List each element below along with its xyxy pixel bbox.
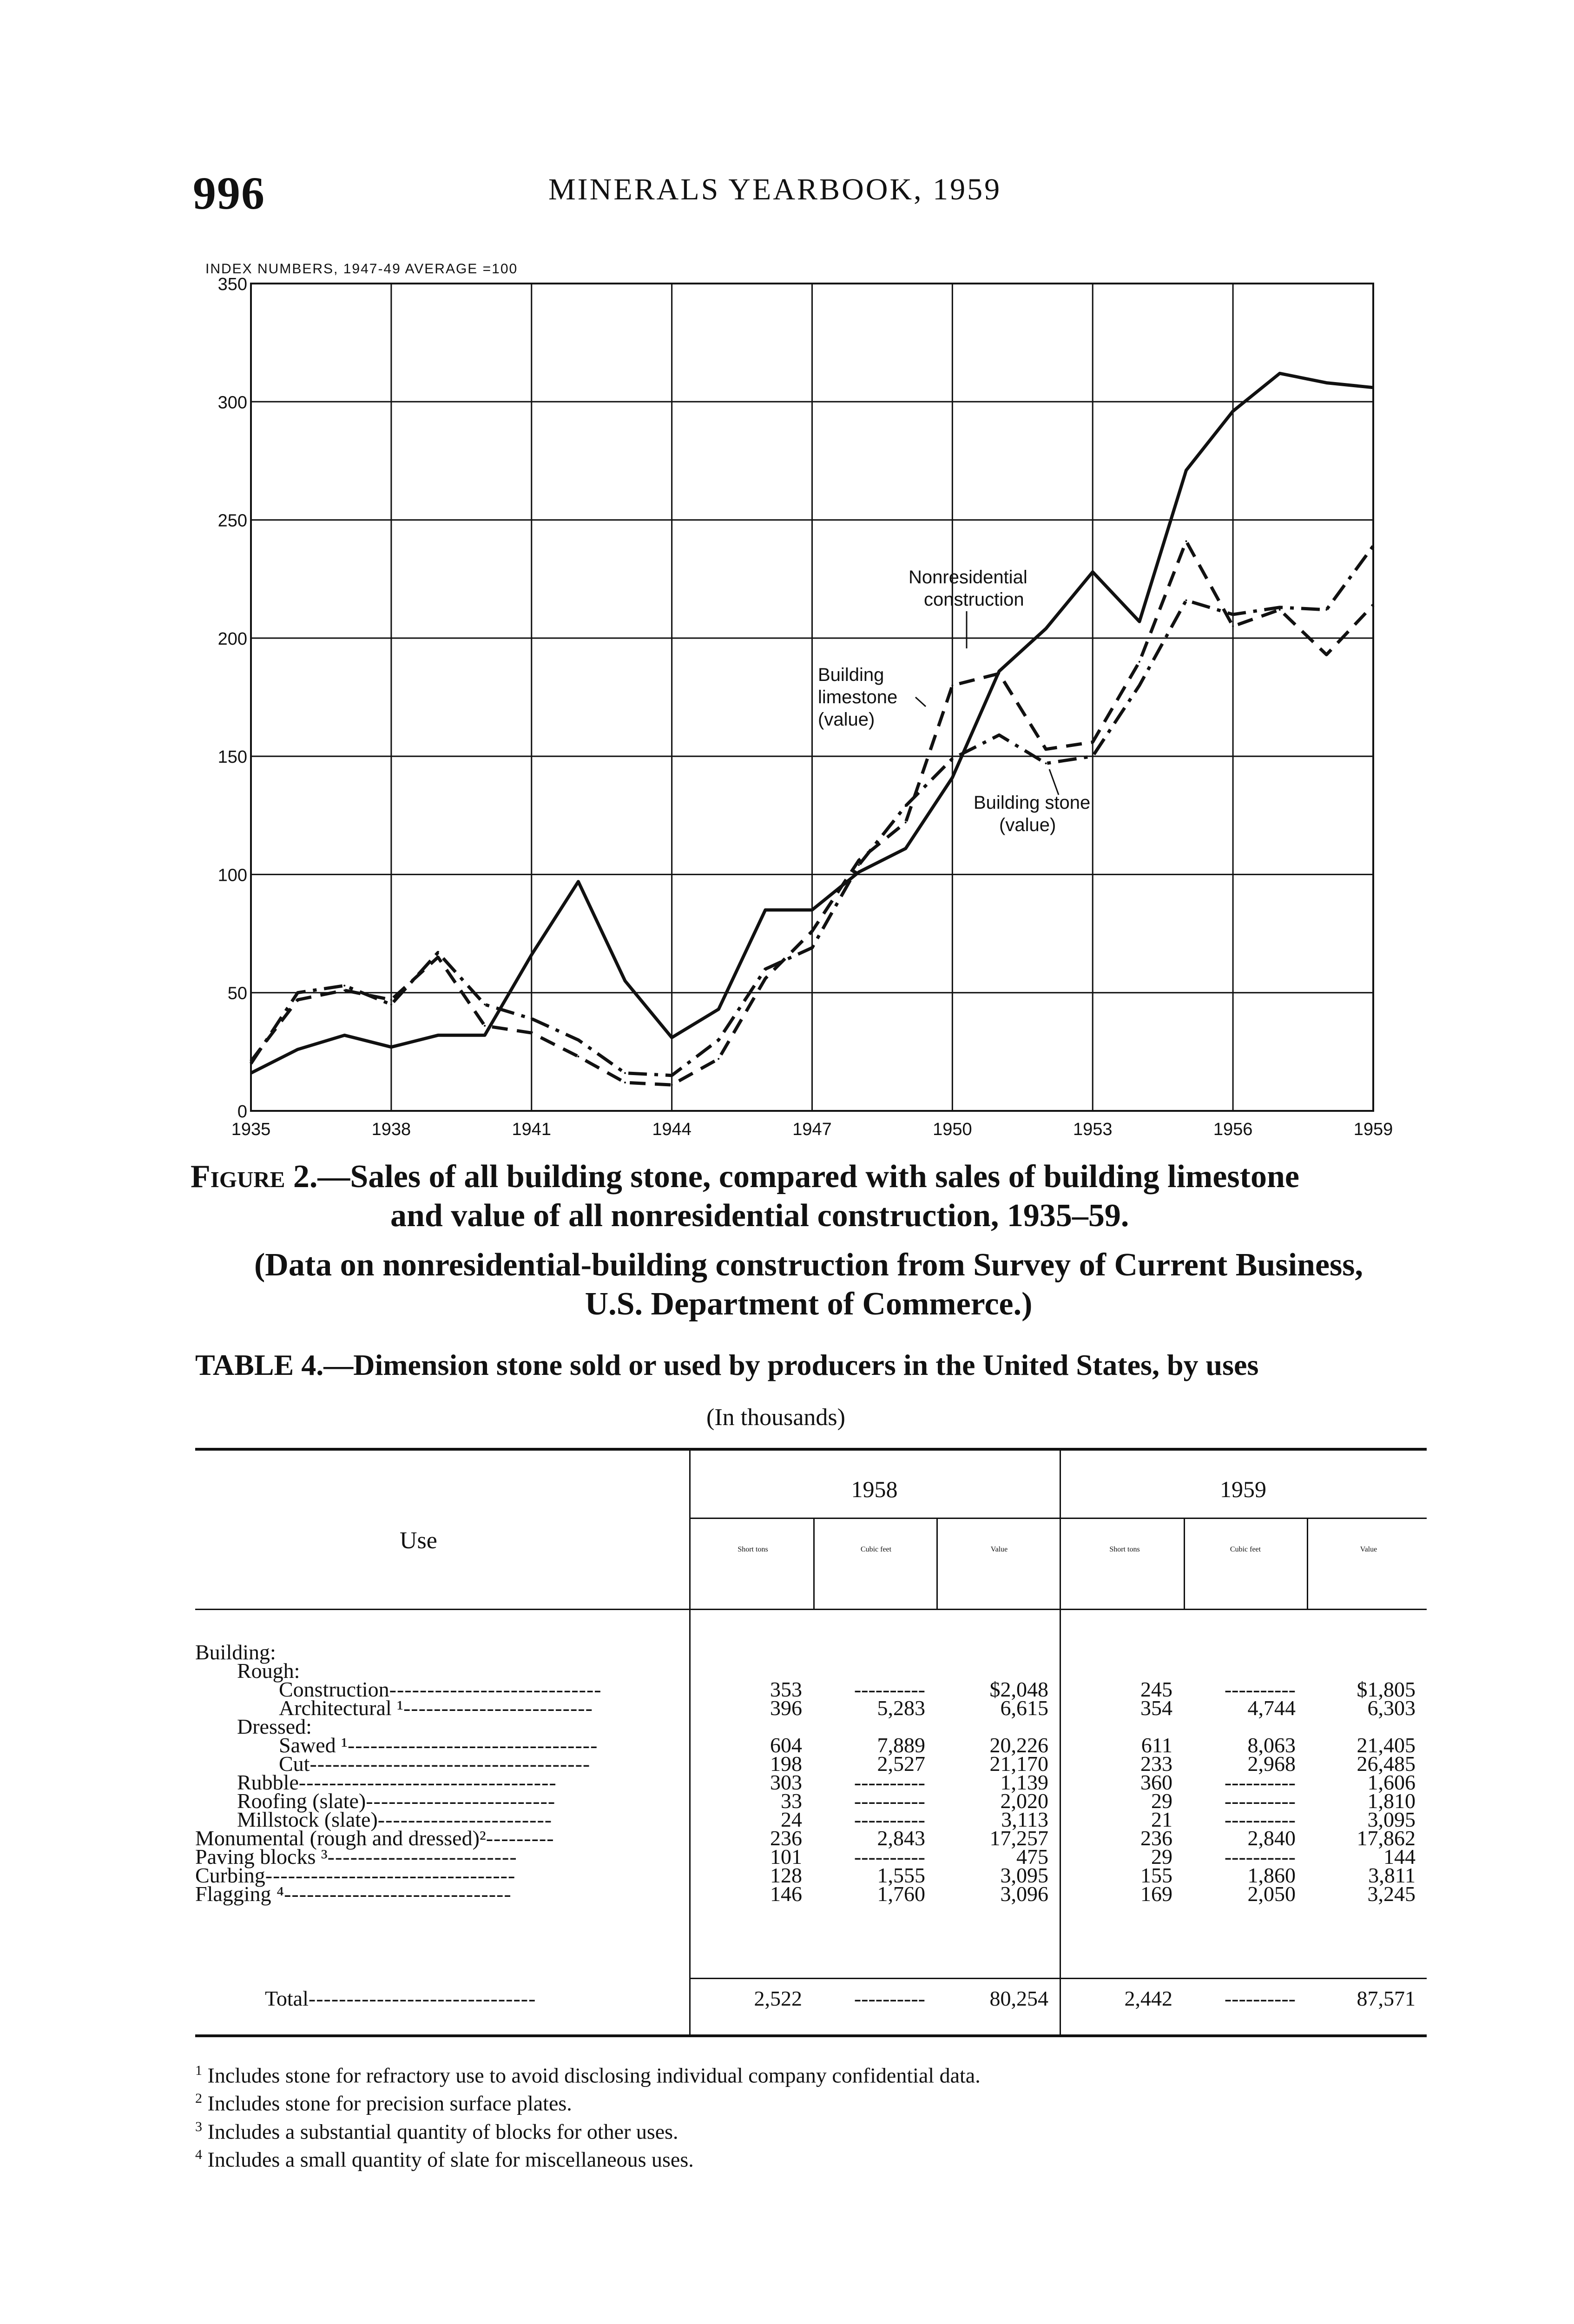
table-cell: ---------- <box>1224 1845 1296 1868</box>
table-total <box>195 1989 1427 2008</box>
table-cell: 6,303 <box>1367 1696 1416 1720</box>
table-cell: 5,283 <box>877 1696 925 1720</box>
label-nonres-line2: construction <box>924 589 1024 610</box>
total-label: Total <box>265 1987 309 2010</box>
col-header-short-tons-1958: Short tons <box>738 1545 768 1553</box>
series-point <box>1045 628 1047 630</box>
series-labels <box>818 567 1090 835</box>
series-point <box>998 670 1000 672</box>
table-cell: 21,170 <box>989 1752 1048 1776</box>
row-label: Millstock (slate) <box>237 1808 378 1831</box>
series-point <box>905 805 907 807</box>
series-point <box>905 847 907 849</box>
table-cell: 1,139 <box>1000 1770 1048 1794</box>
table-cell: 236 <box>1140 1826 1172 1850</box>
header-divider <box>936 1518 938 1609</box>
table-cell <box>689 1643 813 1662</box>
chart-grid <box>251 284 1373 1111</box>
series-point <box>1185 540 1187 542</box>
leader-dots: --------------------------------- <box>265 1863 516 1887</box>
y-tick-label: 0 <box>237 1102 247 1122</box>
series-point <box>531 954 533 956</box>
y-tick-label: 100 <box>217 865 247 885</box>
table-cell: 3,096 <box>1000 1882 1048 1906</box>
header-divider <box>813 1518 815 1609</box>
table-cell: 396 <box>770 1696 802 1720</box>
series-point <box>390 1046 392 1048</box>
table-row <box>195 1885 1427 1903</box>
table-cell: 24 <box>781 1808 802 1831</box>
table-cell: $2,048 <box>989 1677 1048 1701</box>
series-point <box>1325 609 1327 611</box>
series-point <box>858 871 860 873</box>
series-point <box>1139 621 1140 622</box>
table-cell: 21 <box>1151 1808 1172 1831</box>
leader-dots: ------------------------- <box>327 1845 517 1868</box>
series-point <box>1232 410 1234 412</box>
series-point <box>951 777 953 779</box>
header-divider <box>1184 1518 1185 1609</box>
series-point <box>390 1004 392 1005</box>
footnote-mark: 1 <box>195 2063 202 2078</box>
row-label: Rubble <box>237 1770 299 1794</box>
footnotes <box>195 2059 1427 2171</box>
series-point <box>1372 545 1374 547</box>
year-underline <box>689 1518 1427 1519</box>
running-title: MINERALS YEARBOOK, 1959 <box>548 172 1002 206</box>
row-label: Building: <box>195 1640 276 1664</box>
table-cell: ---------- <box>854 1677 925 1701</box>
series-point <box>390 999 392 1001</box>
series-point <box>1139 685 1140 687</box>
table-cell: 1,555 <box>877 1863 925 1887</box>
series-point <box>1232 625 1234 627</box>
series-point <box>1092 741 1093 743</box>
footnote-text: Includes stone for refractory use to avoid disclosing individual company confidential data. <box>207 2063 981 2087</box>
table-cell: 155 <box>1140 1863 1172 1887</box>
dimension-stone-table <box>195 1448 1427 2061</box>
figure-source-line2: U.S. Department of Commerce.) <box>585 1286 1033 1322</box>
series-point <box>1279 372 1281 374</box>
series-point <box>718 1039 719 1041</box>
series-point <box>437 951 439 953</box>
table-cell: 2,968 <box>1247 1752 1296 1776</box>
label-nonres-line1: Nonresidential <box>909 567 1027 588</box>
series-point <box>1045 748 1047 750</box>
header-divider <box>1060 1451 1061 1609</box>
figure-caption-line2: and value of all nonresidential construction, 1935–59. <box>390 1198 1129 1234</box>
total-cell: ---------- <box>1224 1987 1296 2010</box>
table-cell: 303 <box>770 1770 802 1794</box>
col-header-cubic-feet-1958: Cubic feet <box>860 1545 892 1553</box>
table-cell <box>936 1643 1060 1662</box>
col-header-cubic-feet-1959: Cubic feet <box>1230 1545 1261 1553</box>
table-bottom-rule <box>195 2034 1427 2037</box>
row-label: Rough: <box>237 1659 300 1683</box>
table-title: TABLE 4.—Dimension stone sold or used by producers in the United States, by uses <box>195 1348 1259 1381</box>
series-point <box>437 956 439 958</box>
series-point <box>998 734 1000 736</box>
table-cell: 198 <box>770 1752 802 1776</box>
series-point <box>764 968 766 970</box>
leader-dots: ------------------------------------- <box>310 1752 591 1776</box>
row-label: Monumental (rough and dressed)² <box>195 1826 486 1850</box>
table-cell: 20,226 <box>989 1733 1048 1757</box>
x-tick-label: 1956 <box>1213 1120 1253 1139</box>
series-point <box>671 1037 673 1038</box>
table-cell: 354 <box>1140 1696 1172 1720</box>
table-cell: 7,889 <box>877 1733 925 1757</box>
row-label: Roofing (slate) <box>237 1789 366 1813</box>
series-point <box>577 1056 579 1057</box>
table-cell: 3,095 <box>1000 1863 1048 1887</box>
table-cell: 353 <box>770 1677 802 1701</box>
leader-dots: ------------------------- <box>403 1696 593 1720</box>
table-cell: ---------- <box>1224 1808 1296 1831</box>
series-point <box>297 992 299 994</box>
col-header-value-1959: Value <box>1360 1545 1377 1553</box>
total-cell: ---------- <box>854 1987 925 2010</box>
footnote-text: Includes a small quantity of slate for miscellaneous uses. <box>207 2147 694 2172</box>
series-point <box>764 977 766 979</box>
table-cell: $1,805 <box>1357 1677 1416 1701</box>
label-lime-line2: limestone <box>818 687 898 707</box>
row-label: Construction <box>279 1677 389 1701</box>
series-point <box>1092 571 1093 573</box>
footnote-mark: 3 <box>195 2119 202 2134</box>
table-cell: 3,095 <box>1367 1808 1416 1831</box>
table-cell <box>1307 1643 1427 1662</box>
total-rule <box>689 1978 1427 1979</box>
table-cell: ---------- <box>854 1770 925 1794</box>
footnote <box>195 2059 1427 2087</box>
page-number: 996 <box>193 167 265 219</box>
table-cell: 2,843 <box>877 1826 925 1850</box>
y-tick-label: 300 <box>217 393 247 413</box>
table-cell: 604 <box>770 1733 802 1757</box>
table-row <box>195 1699 1427 1717</box>
table-cell: 146 <box>770 1882 802 1906</box>
table-cell: 1,760 <box>877 1882 925 1906</box>
col-header-1959: 1959 <box>1220 1476 1266 1502</box>
table-row <box>195 1643 1427 1662</box>
series-point <box>343 990 345 991</box>
y-tick-label: 350 <box>217 275 247 294</box>
table-cell: 21,405 <box>1357 1733 1416 1757</box>
table-cell: 360 <box>1140 1770 1172 1794</box>
table-unit: (In thousands) <box>706 1404 845 1431</box>
table-cell: 1,860 <box>1247 1863 1296 1887</box>
table-cell: 2,527 <box>877 1752 925 1776</box>
table-cell: 611 <box>1141 1733 1172 1757</box>
table-cell <box>813 1643 936 1662</box>
series-point <box>484 1004 486 1005</box>
table-cell: 17,862 <box>1357 1826 1416 1850</box>
footnote-mark: 2 <box>195 2091 202 2106</box>
table-cell: 233 <box>1140 1752 1172 1776</box>
label-stone-line1: Building stone <box>974 792 1091 813</box>
table-cell: 3,811 <box>1368 1863 1416 1887</box>
label-stone-line2: (value) <box>999 815 1056 835</box>
leader-dots: ------------------------- <box>366 1789 556 1813</box>
table-cell: 33 <box>781 1789 802 1813</box>
leader-dots: ------------------------------ <box>284 1882 512 1906</box>
series-point <box>1279 607 1281 608</box>
x-tick-label: 1950 <box>933 1120 972 1139</box>
leader-dots: --------- <box>486 1826 554 1850</box>
series-point <box>811 947 813 949</box>
series-point <box>1325 382 1327 384</box>
leader-lime <box>915 697 926 706</box>
table-cell <box>1184 1643 1307 1662</box>
series-point <box>1045 762 1047 764</box>
label-lime-line3: (value) <box>818 709 875 730</box>
total-cell: 2,522 <box>754 1987 802 2010</box>
series-point <box>343 1034 345 1036</box>
series-point <box>718 1058 719 1060</box>
x-tick-label: 1941 <box>512 1120 552 1139</box>
header-bottom-rule <box>195 1609 1427 1610</box>
table-cell: 17,257 <box>989 1826 1048 1850</box>
series-point <box>624 980 626 982</box>
series-point <box>343 984 345 986</box>
x-tick-label: 1953 <box>1073 1120 1113 1139</box>
row-label: Paving blocks ³ <box>195 1845 328 1868</box>
total-cell: 87,571 <box>1357 1987 1416 2010</box>
table-cell <box>1060 1643 1184 1662</box>
table-cell: 3,113 <box>1001 1808 1048 1831</box>
row-label: Curbing <box>195 1863 265 1887</box>
row-label: Dressed: <box>237 1715 312 1738</box>
leader-dots: ---------------------------- <box>389 1677 602 1701</box>
header-divider <box>689 1451 691 1609</box>
series-point <box>998 673 1000 674</box>
leader-dots: ------------------------------ <box>308 1987 536 2010</box>
series-point <box>1092 755 1093 757</box>
footnote-mark: 4 <box>195 2146 202 2162</box>
series-point <box>905 822 907 824</box>
y-axis-title: INDEX NUMBERS, 1947-49 AVERAGE =100 <box>205 261 518 277</box>
series-point <box>531 1032 533 1034</box>
series-point <box>1325 654 1327 655</box>
figure-source-note <box>191 1246 1427 1324</box>
table-cell: ---------- <box>1224 1770 1296 1794</box>
figure-caption-lead: Figure 2. <box>191 1159 318 1195</box>
table-cell: 8,063 <box>1247 1733 1296 1757</box>
chart-svg <box>177 251 1431 1162</box>
series-point <box>671 1084 673 1086</box>
table-cell: 2,020 <box>1000 1789 1048 1813</box>
x-tick-label: 1935 <box>231 1120 271 1139</box>
series-point <box>671 1075 673 1076</box>
table-cell: 245 <box>1140 1677 1172 1701</box>
series-point <box>1185 599 1187 601</box>
table-cell: 1,810 <box>1367 1789 1416 1813</box>
table-cell: 3,245 <box>1367 1882 1416 1906</box>
series-point <box>858 864 860 866</box>
table-body <box>195 1640 1427 1906</box>
table-cell: 29 <box>1151 1845 1172 1868</box>
series-point <box>951 685 953 687</box>
leader-dots: ----------------------- <box>377 1808 553 1831</box>
series-point <box>577 1039 579 1041</box>
series-point <box>1185 469 1187 471</box>
footnote-text: Includes a substantial quantity of blocks for other uses. <box>207 2119 678 2143</box>
table-cell: 29 <box>1151 1789 1172 1813</box>
series-point <box>250 1063 252 1064</box>
table-cell: 128 <box>770 1863 802 1887</box>
table-cell: 26,485 <box>1357 1752 1416 1776</box>
series-point <box>297 1049 299 1050</box>
row-label: Flagging ⁴ <box>195 1882 284 1906</box>
series-point <box>951 758 953 759</box>
col-header-short-tons-1959: Short tons <box>1109 1545 1140 1553</box>
row-label: Architectural ¹ <box>279 1696 403 1720</box>
series-point <box>718 1008 719 1010</box>
table-cell: 6,615 <box>1000 1696 1048 1720</box>
series-point <box>484 1025 486 1027</box>
table-cell: 101 <box>770 1845 802 1868</box>
footnote <box>195 2143 1427 2171</box>
total-cell: 80,254 <box>989 1987 1048 2010</box>
table-cell: 1,606 <box>1367 1770 1416 1794</box>
table-cell: ---------- <box>1224 1677 1296 1701</box>
table-cell: 169 <box>1140 1882 1172 1906</box>
y-tick-label: 150 <box>217 747 247 767</box>
series-point <box>858 859 860 861</box>
col-header-value-1958: Value <box>990 1545 1008 1553</box>
series-point <box>437 1034 439 1036</box>
line-chart-figure <box>177 251 1431 1162</box>
series-point <box>577 881 579 883</box>
series-point <box>250 1072 252 1074</box>
series-point <box>297 999 299 1001</box>
series-point <box>1372 604 1374 606</box>
footnote-text: Includes stone for precision surface plates. <box>207 2091 572 2115</box>
series-point <box>811 909 813 911</box>
table-top-rule <box>195 1448 1427 1451</box>
series-point <box>624 1082 626 1083</box>
table-cell: ---------- <box>854 1808 925 1831</box>
total-cell: 2,442 <box>1124 1987 1172 2010</box>
series-point <box>531 1018 533 1020</box>
row-label: Cut <box>279 1752 310 1776</box>
table-cell: 4,744 <box>1247 1696 1296 1720</box>
table-cell: 2,050 <box>1247 1882 1296 1906</box>
label-lime-line1: Building <box>818 665 884 685</box>
figure-source-line1: (Data on nonresidential-building construction from Survey of Current Business, <box>254 1247 1363 1283</box>
x-tick-label: 1944 <box>652 1120 692 1139</box>
leader-dots: --------------------------------- <box>347 1733 598 1757</box>
series-point <box>764 909 766 911</box>
table-cell: 2,840 <box>1247 1826 1296 1850</box>
table-cell: 475 <box>1016 1845 1048 1868</box>
leader-stone <box>1049 769 1059 795</box>
y-tick-label: 200 <box>217 629 247 649</box>
series-point <box>1232 614 1234 615</box>
table-total-row <box>195 1989 1427 2008</box>
footnote <box>195 2115 1427 2143</box>
table-cell: ---------- <box>854 1789 925 1813</box>
leader-dots: ---------------------------------- <box>298 1770 557 1794</box>
figure-caption <box>191 1157 1427 1235</box>
col-header-1958: 1958 <box>851 1476 898 1502</box>
y-tick-label: 250 <box>217 511 247 531</box>
series-point <box>484 1034 486 1036</box>
table-cell: 144 <box>1383 1845 1416 1868</box>
chart-tick-labels <box>218 275 1393 1139</box>
x-tick-label: 1938 <box>371 1120 411 1139</box>
col-header-use: Use <box>400 1527 437 1554</box>
series-point <box>811 930 813 932</box>
y-tick-label: 50 <box>227 984 247 1004</box>
x-tick-label: 1959 <box>1353 1120 1393 1139</box>
series-point <box>1139 661 1140 663</box>
table-cell: ---------- <box>854 1845 925 1868</box>
x-tick-label: 1947 <box>792 1120 832 1139</box>
row-label: Sawed ¹ <box>279 1733 348 1757</box>
header-divider <box>1307 1518 1308 1609</box>
table-cell: 236 <box>770 1826 802 1850</box>
series-point <box>1372 387 1374 389</box>
figure-caption-line1: —Sales of all building stone, compared with sales of building limestone <box>317 1159 1299 1195</box>
series-point <box>624 1072 626 1074</box>
table-cell: ---------- <box>1224 1789 1296 1813</box>
footnote <box>195 2087 1427 2115</box>
